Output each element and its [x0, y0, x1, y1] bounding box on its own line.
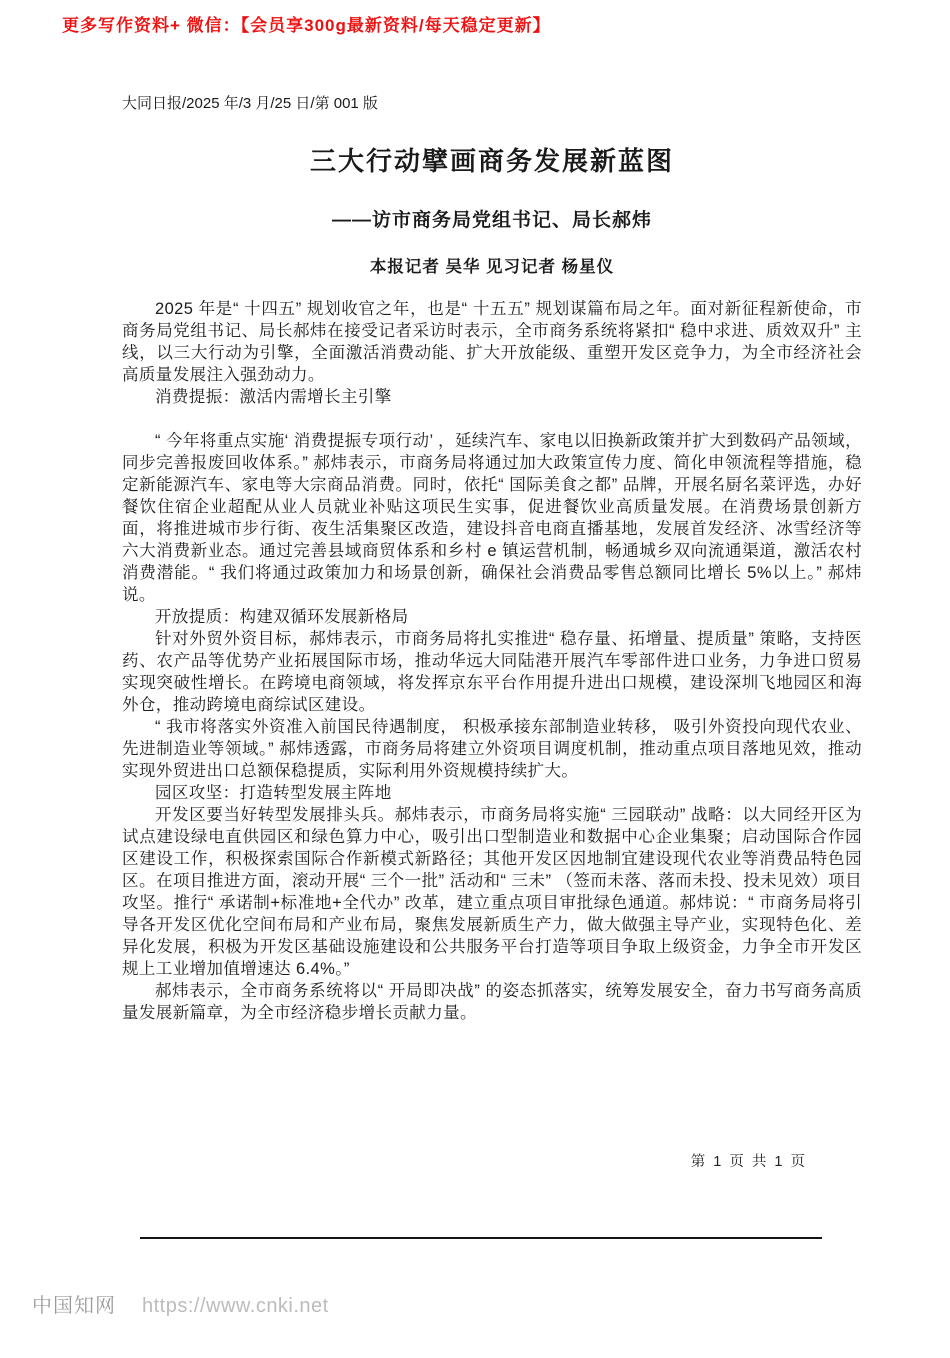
section-subhead: 消费提振：激活内需增长主引擎 [155, 388, 392, 406]
article-title: 三大行动擘画商务发展新蓝图 [309, 146, 674, 176]
page-indicator: 第 1 页 共 1 页 [690, 1154, 807, 1170]
article-body [122, 298, 862, 1024]
cnki-watermark [32, 1289, 950, 1318]
article-byline: 本报记者 吴华 见习记者 杨星仪 [369, 258, 615, 276]
article-paragraph: 郝炜表示，全市商务系统将以“ 开局即决战” 的姿态抓落实，统筹发展安全，奋力书写商务高质量发展新篇章，为全市经济稳步增长贡献力量。 [122, 982, 862, 1022]
publication-dateline: 大同日报/2025 年/3 月/25 日/第 001 版 [122, 95, 378, 112]
article-paragraph: 2025 年是“ 十四五” 规划收官之年，也是“ 十五五” 规划谋篇布局之年。面对新征程新使命，市商务局党组书记、局长郝炜在接受记者采访时表示，全市商务系统将紧扣“ 稳中求进、质效双升” 主线，以三大行动为引擎，全面激活消费动能、扩大开放能级、重塑开发区竞争力，为全市经济社会高质量发展注入强劲动力。 [122, 300, 862, 384]
section-subhead: 开放提质：构建双循环发展新格局 [155, 608, 409, 626]
section-subhead: 园区攻坚：打造转型发展主阵地 [155, 784, 392, 802]
article-paragraph: “ 我市将落实外资准入前国民待遇制度， 积极承接东部制造业转移， 吸引外资投向现代农业、先进制造业等领域。” 郝炜透露，市商务局将建立外资项目调度机制，推动重点项目落地见效，推动实现外贸进出口总额保稳提质，实际利用外资规模持续扩大。 [122, 718, 862, 780]
article-paragraph: 开发区要当好转型发展排头兵。郝炜表示，市商务局将实施“ 三园联动” 战略：以大同经开区为试点建设绿电直供园区和绿色算力中心，吸引出口型制造业和数据中心企业集聚；启动国际合作园区建设工作，积极探索国际合作新模式新路径；其他开发区因地制宜建设现代农业等消费品特色园区。在项目推进方面，滚动开展“ 三个一批” 活动和“ 三未” （签而未落、落而未投、投未见效）项目攻坚。推行“ 承诺制+标准地+全代办” 改革，建立重点项目审批绿色通道。郝炜说：“ 市商务局将引导各开发区优化空间布局和产业布局，聚焦发展新质生产力，做大做强主导产业，实现特色化、差异化发展，积极为开发区基础设施建设和公共服务平台打造等项目争取上级资金，力争全市开发区规上工业增加值增速达 6.4%。” [122, 806, 862, 978]
document-page [122, 94, 862, 1171]
footer-divider-rule [140, 1237, 822, 1239]
cnki-site-url: https://www.cnki.net [142, 1295, 329, 1317]
article-paragraph: 针对外贸外资目标，郝炜表示，市商务局将扎实推进“ 稳存量、拓增量、提质量” 策略，支持医药、农产品等优势产业拓展国际市场，推动华远大同陆港开展汽车零部件进口业务，力争进口贸易实现突破性增长。在跨境电商领域，将发挥京东平台作用提升进出口规模，建设深圳飞地园区和海外仓，推动跨境电商综试区建设。 [122, 630, 862, 714]
promo-banner: 更多写作资料+ 微信：【会员享300g最新资料/每天稳定更新】 [62, 16, 551, 35]
article-subtitle: ——访市商务局党组书记、局长郝炜 [331, 210, 652, 231]
cnki-site-name: 中国知网 [32, 1295, 116, 1317]
article-paragraph: “ 今年将重点实施‘ 消费提振专项行动’ ，延续汽车、家电以旧换新政策并扩大到数码产品领域，同步完善报废回收体系。” 郝炜表示，市商务局将通过加大政策宣传力度、简化申领流程等措施，稳定新能源汽车、家电等大宗商品消费。同时，依托“ 国际美食之都” 品牌，开展名厨名菜评选，办好餐饮住宿企业超配从业人员就业补贴这项民生实事，促进餐饮业高质量发展。在消费场景创新方面，将推进城市步行街、夜生活集聚区改造，建设抖音电商直播基地，发展首发经济、冰雪经济等六大消费新业态。通过完善县域商贸体系和乡村 e 镇运营机制，畅通城乡双向流通渠道，激活农村消费潜能。“ 我们将通过政策加力和场景创新，确保社会消费品零售总额同比增长 5%以上。” 郝炜说。 [122, 432, 862, 604]
